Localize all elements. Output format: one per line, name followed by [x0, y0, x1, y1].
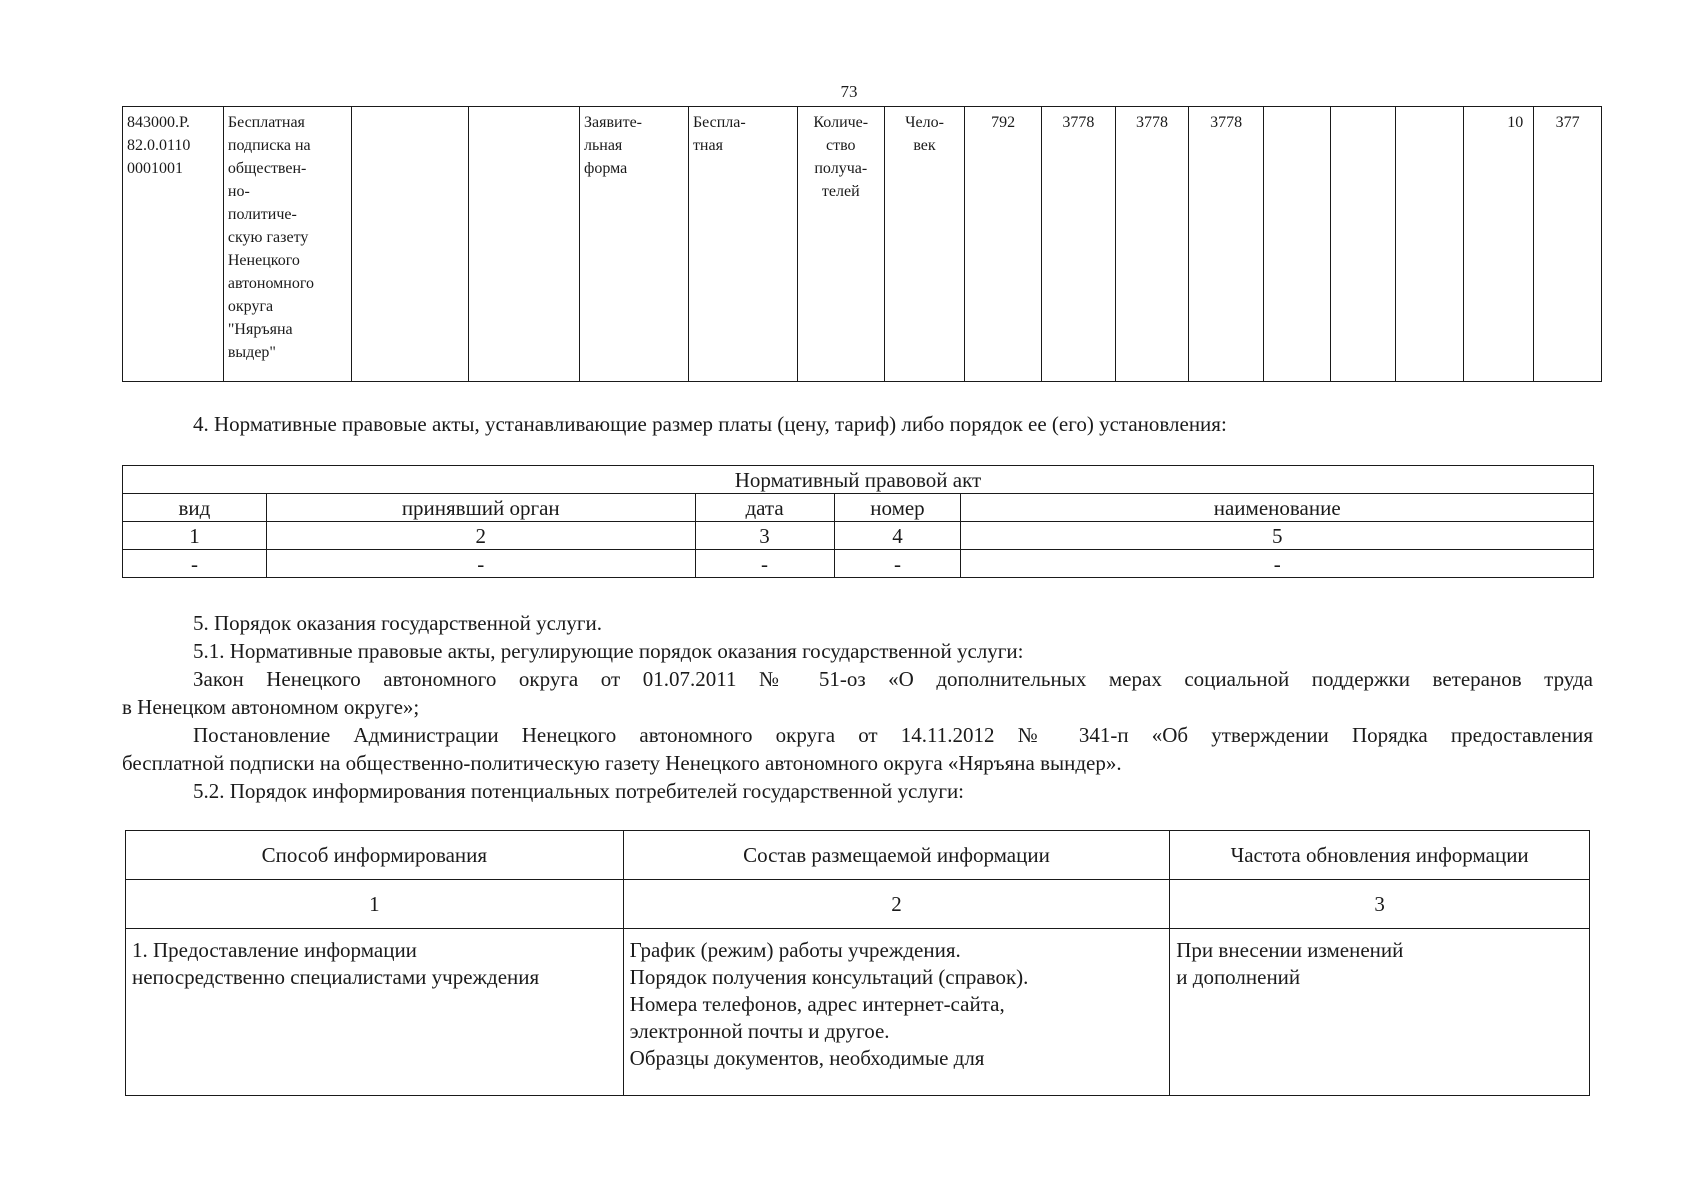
table-cell: -	[834, 550, 961, 578]
column-header: номер	[834, 494, 961, 522]
unit-line: Чело-	[905, 114, 944, 131]
table-row	[123, 494, 1594, 522]
column-header: дата	[695, 494, 834, 522]
table-title: Нормативный правовой акт	[123, 466, 1594, 494]
column-number: 4	[834, 522, 961, 550]
column-number: 1	[126, 880, 624, 929]
unit-line: век	[913, 137, 936, 154]
informing-methods-table	[125, 830, 1590, 1096]
value-cell: 3778	[1115, 107, 1189, 382]
law-2-line-1: Постановление Администрации Ненецкого автономного округа от 14.11.2012 № 341-п «Об утверждении Порядка предоставления	[193, 723, 1593, 747]
form-line: форма	[583, 160, 628, 177]
form-line: Заявите-	[583, 114, 642, 131]
indicator-line: Количе-	[813, 114, 869, 131]
payment-cell	[688, 107, 797, 382]
service-name-cell	[223, 107, 351, 382]
section-5-2-heading: 5.2. Порядок информирования потенциальных потребителей государственной услуги:	[193, 779, 965, 803]
table-row	[123, 522, 1594, 550]
name-line: округа	[227, 298, 274, 315]
name-line: обществен-	[227, 160, 307, 177]
column-header: Частота обновления информации	[1170, 831, 1590, 880]
empty-cell	[1263, 107, 1330, 382]
frequency-line: и дополнений	[1176, 965, 1301, 989]
section-4-heading: 4. Нормативные правовые акты, устанавливающие размер платы (цену, тариф) либо порядок ее (его) установления:	[193, 412, 1227, 436]
section-5-heading: 5. Порядок оказания государственной услуги.	[193, 611, 602, 635]
indicator-name-cell	[797, 107, 884, 382]
code-line: 843000.Р.	[127, 114, 190, 131]
name-line: Ненецкого	[227, 252, 300, 269]
column-number: 3	[1170, 880, 1590, 929]
name-line: Бесплатная	[227, 114, 305, 131]
column-header: Способ информирования	[126, 831, 624, 880]
value-cell: 3778	[1189, 107, 1264, 382]
column-header: наименование	[961, 494, 1594, 522]
empty-cell	[469, 107, 580, 382]
empty-cell	[1330, 107, 1396, 382]
column-header: вид	[123, 494, 267, 522]
normative-acts-table	[122, 465, 1594, 578]
column-number: 2	[623, 880, 1170, 929]
code-line: 0001001	[127, 160, 183, 177]
registry-code-cell	[123, 107, 224, 382]
empty-cell	[352, 107, 469, 382]
table-row	[123, 550, 1594, 578]
law-2-line-2: бесплатной подписки на общественно-политическую газету Ненецкого автономного округа «Няръяна вындер».	[122, 751, 1122, 775]
name-line: автономного	[227, 275, 315, 292]
column-number: 1	[123, 522, 267, 550]
name-line: скую газету	[227, 229, 309, 246]
value-cell: 3778	[1042, 107, 1116, 382]
payment-line: Беспла-	[692, 114, 746, 131]
table-row	[126, 880, 1590, 929]
column-header: принявший орган	[266, 494, 695, 522]
method-line: 1. Предоставление информации	[132, 938, 417, 962]
name-line: выдер"	[227, 344, 276, 361]
deviation-abs-cell: 377	[1534, 107, 1602, 382]
method-cell	[126, 929, 624, 1096]
table-row	[123, 466, 1594, 494]
form-line: льная	[583, 137, 623, 154]
quality-indicator-table	[122, 106, 1602, 382]
column-number: 3	[695, 522, 834, 550]
law-1-line-2: в Ненецком автономном округе»;	[122, 695, 420, 719]
table-row	[126, 929, 1590, 1096]
column-number: 2	[266, 522, 695, 550]
form-cell	[579, 107, 688, 382]
table-row	[123, 107, 1602, 382]
frequency-line: При внесении изменений	[1176, 938, 1404, 962]
column-header: Состав размещаемой информации	[623, 831, 1170, 880]
law-1-line-1: Закон Ненецкого автономного округа от 01.07.2011 № 51-оз «О дополнительных мерах социальной поддержки ветеранов труда	[193, 667, 1593, 691]
content-line: График (режим) работы учреждения.	[629, 938, 961, 962]
content-line: Порядок получения консультаций (справок).	[629, 965, 1029, 989]
code-line: 82.0.0110	[127, 137, 191, 154]
payment-line: тная	[692, 137, 723, 154]
deviation-percent-cell: 10	[1463, 107, 1534, 382]
content-cell	[623, 929, 1170, 1096]
table-cell: -	[123, 550, 267, 578]
name-line: "Няръяна	[227, 321, 293, 338]
indicator-line: телей	[821, 183, 860, 200]
name-line: подписка на	[227, 137, 311, 154]
content-line: Образцы документов, необходимые для	[629, 1046, 985, 1070]
column-number: 5	[961, 522, 1594, 550]
frequency-cell	[1170, 929, 1590, 1096]
name-line: политиче-	[227, 206, 297, 223]
section-5-1-heading: 5.1. Нормативные правовые акты, регулирующие порядок оказания государственной услуги:	[193, 639, 1024, 663]
empty-cell	[1396, 107, 1464, 382]
content-line: электронной почты и другое.	[629, 1019, 890, 1043]
table-row	[126, 831, 1590, 880]
indicator-line: ство	[825, 137, 856, 154]
indicator-line: получа-	[814, 160, 868, 177]
table-cell: -	[961, 550, 1594, 578]
method-line: непосредственно специалистами учреждения	[132, 965, 540, 989]
name-line: но-	[227, 183, 250, 200]
content-line: Номера телефонов, адрес интернет-сайта,	[629, 992, 1005, 1016]
page-number: 73	[840, 82, 858, 101]
unit-cell	[884, 107, 965, 382]
okei-code-cell: 792	[965, 107, 1042, 382]
table-cell: -	[266, 550, 695, 578]
table-cell: -	[695, 550, 834, 578]
